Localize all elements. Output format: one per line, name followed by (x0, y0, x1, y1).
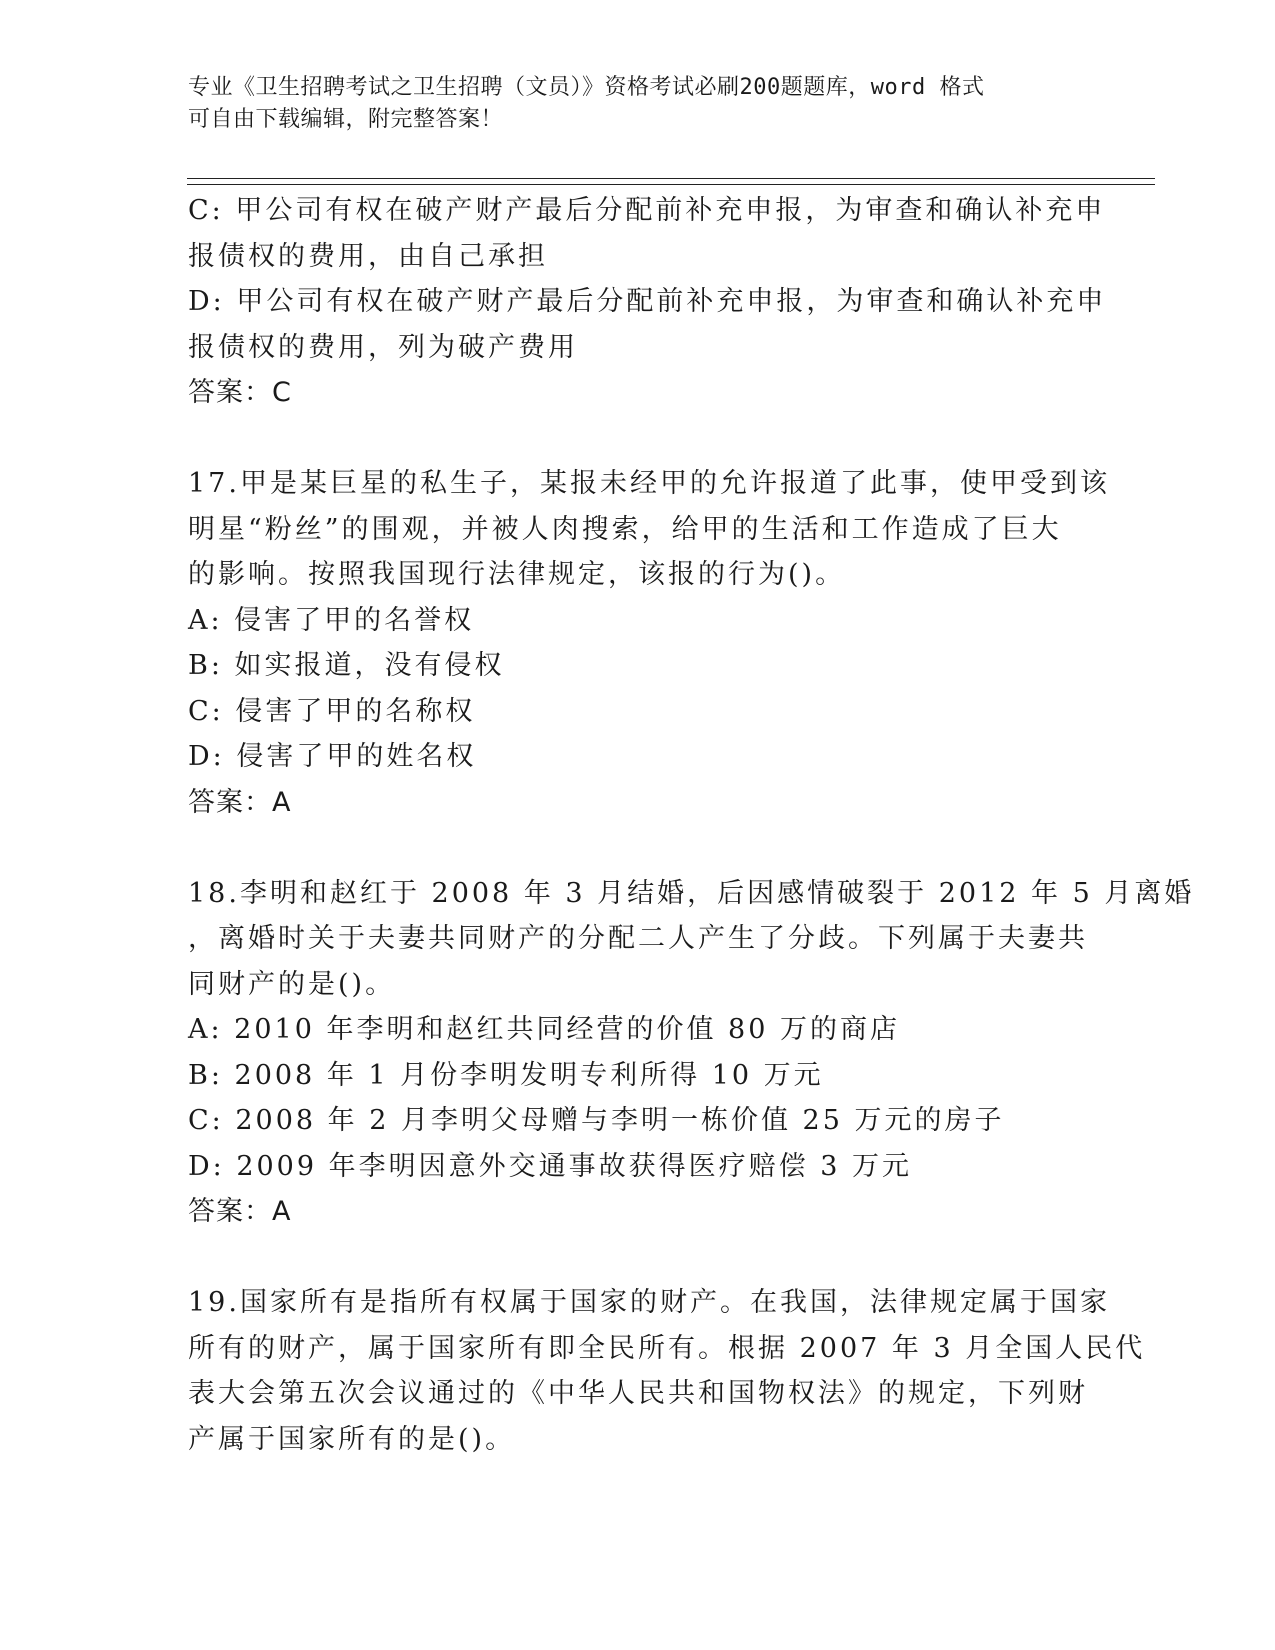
option-c-line-1: C: 甲公司有权在破产财产最后分配前补充申报，为审查和确认补充申 (188, 195, 1106, 226)
document-body (188, 188, 1195, 1462)
option-d-line-1: D: 甲公司有权在破产财产最后分配前补充申报，为审查和确认补充申 (188, 286, 1107, 317)
question-19-stem-line-2: 所有的财产，属于国家所有即全民所有。根据 2007 年 3 月全国人民代 (188, 1332, 1146, 1364)
question-17-option-c: C: 侵害了甲的名称权 (188, 695, 476, 727)
question-19-stem-line-1: 19.国家所有是指所有权属于国家的财产。在我国，法律规定属于国家 (188, 1287, 1110, 1318)
question-16-continuation (188, 188, 1107, 416)
question-18-option-c: C: 2008 年 2 月李明父母赠与李明一栋价值 25 万元的房子 (188, 1105, 1005, 1136)
header-divider-bottom (187, 184, 1155, 185)
question-19-stem-line-3: 表大会第五次会议通过的《中华人民共和国物权法》的规定，下列财 (188, 1378, 1088, 1409)
question-17-stem-line-3: 的影响。按照我国现行法律规定，该报的行为()。 (188, 559, 846, 590)
question-18-stem-line-1: 18.李明和赵红于 2008 年 3 月结婚，后因感情破裂于 2012 年 5 月离婚 (188, 877, 1195, 909)
header-divider-top (187, 178, 1155, 179)
question-19-stem-line-4: 产属于国家所有的是()。 (188, 1423, 516, 1455)
header-title-line-1: 专业《卫生招聘考试之卫生招聘（文员）》资格考试必刷200题题库，word 格式 (188, 75, 985, 100)
answer-17: 答案：A (188, 786, 292, 818)
option-d-line-2: 报债权的费用，列为破产费用 (188, 331, 578, 363)
question-17-stem-line-2: 明星“粉丝”的围观，并被人肉搜索，给甲的生活和工作造成了巨大 (188, 513, 1062, 545)
spacer (188, 825, 1088, 871)
option-c-line-2: 报债权的费用，由自己承担 (188, 240, 548, 272)
answer-18: 答案：A (188, 1196, 292, 1227)
question-18-stem-line-2: ，离婚时关于夫妻共同财产的分配二人产生了分歧。下列属于夫妻共 (188, 923, 1088, 954)
question-18-stem-line-3: 同财产的是()。 (188, 968, 396, 1000)
question-18-option-b: B: 2008 年 1 月份李明发明专利所得 10 万元 (188, 1059, 824, 1091)
question-18 (188, 871, 1195, 1235)
question-17 (188, 461, 1110, 825)
question-17-option-d: D: 侵害了甲的姓名权 (188, 741, 477, 772)
answer-16: 答案：C (188, 377, 292, 408)
header-title-line-2: 可自由下载编辑，附完整答案！ (188, 107, 504, 132)
page-header (188, 72, 1068, 136)
question-19 (188, 1280, 1146, 1462)
question-17-stem-line-1: 17.甲是某巨星的私生子，某报未经甲的允许报道了此事，使甲受到该 (188, 468, 1110, 499)
spacer (188, 416, 1088, 462)
spacer (188, 1235, 1088, 1281)
question-17-option-b: B: 如实报道，没有侵权 (188, 650, 505, 681)
question-18-option-d: D: 2009 年李明因意外交通事故获得医疗赔偿 3 万元 (188, 1150, 912, 1182)
question-17-option-a: A: 侵害了甲的名誉权 (188, 604, 475, 636)
question-18-option-a: A: 2010 年李明和赵红共同经营的价值 80 万的商店 (188, 1014, 900, 1045)
